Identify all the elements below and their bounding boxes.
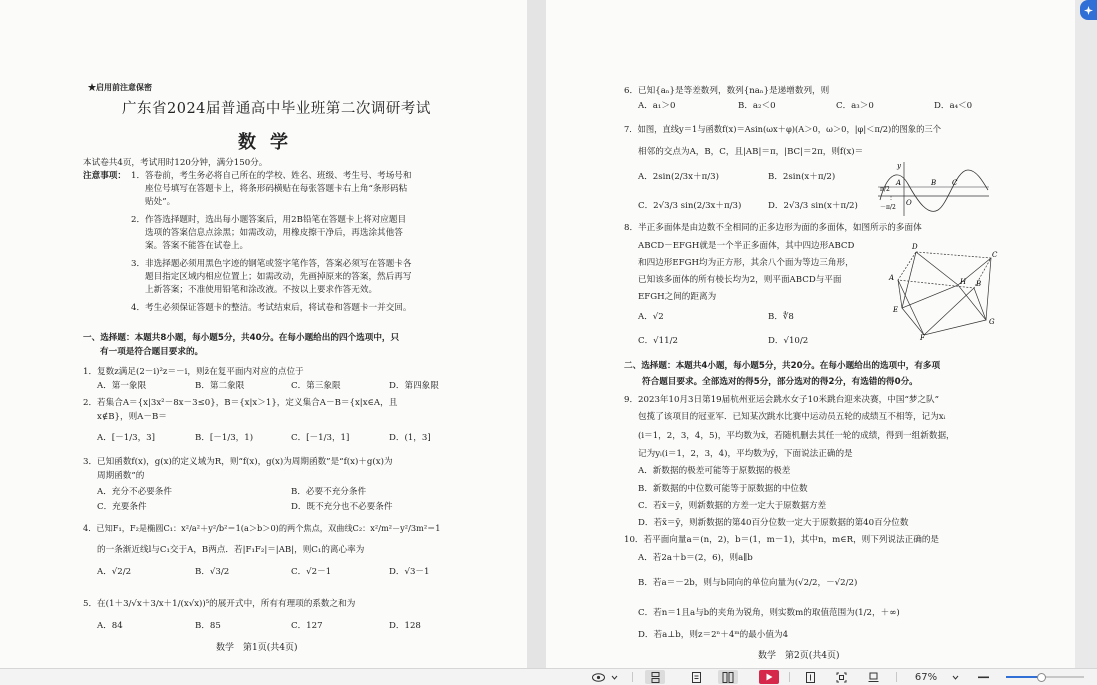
note-line: 题目指定区域内相应位置上；如需改动，先画掉原来的答案，然后再写: [145, 272, 412, 282]
q1-option-a: A．第一象限: [97, 381, 147, 391]
q5-option-d: D．128: [389, 621, 421, 631]
q4-option-a: A．√2/2: [97, 567, 132, 577]
question-5: 5．在(1＋3/√x＋3/x＋1/(x√x))⁵的展开式中，所有有理项的系数之和为: [83, 599, 356, 609]
confidential-notice: ★启用前注意保密: [88, 82, 152, 92]
question-9-cont: (i＝1，2，3，4，5)，平均数为x̄，若随机删去其任一轮的成绩，得到一组新数据，: [638, 431, 955, 441]
document-page-2: [546, 0, 1075, 668]
q8-option-d: D．√10/2: [768, 336, 809, 346]
question-7: 7．如图，直线y＝1与函数f(x)＝Asin(ωx＋φ)(A＞0，ω＞0，|φ|＜π/2)的图象的三个: [624, 124, 941, 134]
two-page-icon: [722, 672, 734, 683]
polyhedron-figure: [886, 240, 1001, 340]
tick-label: π/2: [880, 186, 890, 193]
subject-title: 数学: [238, 132, 302, 153]
chevron-down-icon: [952, 675, 959, 680]
question-6: 6．已知{aₙ}是等差数列，数列{naₙ}是递增数列，则: [624, 86, 830, 96]
q5-option-c: C．127: [291, 621, 323, 631]
q1-option-c: C．第三象限: [291, 381, 341, 391]
zoom-slider-handle[interactable]: [1037, 673, 1046, 682]
chevron-down-icon: [611, 675, 618, 680]
zoom-dropdown[interactable]: [949, 670, 961, 684]
point-label-c: C: [952, 179, 958, 187]
q3-option-b: B．必要不充分条件: [291, 487, 367, 497]
sine-curve: [880, 170, 988, 211]
q7-option-c: C．2√3/3 sin(2/3x＋π/3): [638, 201, 742, 211]
q10-option-d: D．若a⊥b，则z＝2ⁿ＋4ᵐ的最小值为4: [638, 630, 789, 640]
q6-option-a: A．a₁＞0: [638, 101, 676, 111]
single-page-icon: [650, 672, 661, 683]
vertex-label-b: B: [976, 280, 982, 288]
question-9: 9．2023年10月3日第19届杭州亚运会跳水女子10米跳台迎来决赛，中国“梦之队”: [624, 395, 940, 405]
square-efgh: [902, 285, 986, 335]
vertex-label-a: A: [889, 274, 895, 282]
zoom-slider[interactable]: [1006, 676, 1084, 678]
zoom-level-display[interactable]: 67%: [914, 671, 938, 683]
q1-option-d: D．第四象限: [389, 381, 439, 391]
q3-option-d: D．既不充分也不必要条件: [291, 502, 393, 512]
note-line: 4．考生必须保证答题卡的整洁。考试结束后，将试卷和答题卡一并交回。: [131, 303, 412, 313]
axis-label-y: y: [897, 162, 901, 170]
q10-option-b: B．若a＝－2b，则与b同向的单位向量为(√2/2，－√2/2): [638, 578, 858, 588]
note-line: 案。答案不能答在试卷上。: [145, 241, 249, 251]
q10-option-a: A．若2a＋b＝(2，6)，则a∥b: [638, 553, 753, 563]
exam-title: 广东省2024届普通高中毕业班第二次调研考试: [122, 101, 431, 117]
section2-heading-cont: 符合题目要求。全部选对的得5分，部分选对的得2分，有选错的得0分。: [642, 377, 918, 387]
origin-label: O: [906, 199, 912, 207]
single-page-view-button[interactable]: [645, 670, 665, 684]
note-line: 2．作答选择题时，选出每小题答案后，用2B铅笔在答题卡上将对应题目: [131, 215, 407, 225]
q4-option-b: B．√3/2: [195, 567, 230, 577]
question-10: 10．若平面向量a＝(n，2)，b＝(1，m－1)，其中n，m∈R，则下列说法正确的是: [624, 535, 940, 545]
eye-icon: [592, 673, 605, 682]
question-1: 1．复数z满足(2－i)²z＝－i，则z̄在复平面内对应的点位于: [83, 367, 304, 377]
q7-option-a: A．2sin(2/3x＋π/3): [638, 172, 719, 182]
section2-heading: 二、选择题：本题共4小题，每小题5分，共20分。在每小题给出的选项中，有多项: [624, 361, 941, 371]
question-2: 2．若集合A＝{x|3x²－8x－3≤0}，B＝{x|x＞1}，定义集合A－B＝{x|x∈A，且: [83, 398, 398, 408]
question-4-cont: 的一条渐近线l与C₁交于A，B两点．若|F₁F₂|＝|AB|，则C₁的离心率为: [97, 545, 365, 555]
toolbar-divider: [789, 672, 790, 682]
note-line: 3．非选择题必须用黑色字迹的钢笔或签字笔作答，答案必须写在答题卡各: [131, 259, 412, 269]
question-3-cont: 周期函数”的: [97, 471, 145, 481]
question-9-cont: 包揽了该项目的冠亚军．已知某次跳水比赛中运动员五轮的成绩互不相等，记为xᵢ: [638, 412, 946, 422]
q2-option-d: D．(1，3]: [389, 433, 431, 443]
fit-width-button[interactable]: [831, 670, 851, 684]
q7-option-d: D．2√3/3 sin(x＋π/2): [768, 201, 858, 211]
fit-page-button[interactable]: [800, 670, 820, 684]
rotate-icon: [868, 672, 879, 683]
question-8-cont: 和四边形EFGH均为正方形，其余八个面为等边三角形，: [638, 258, 854, 268]
vertex-label-f: F: [920, 334, 925, 340]
zoom-slider-fill: [1006, 676, 1041, 678]
viewer-toolbar: [0, 668, 1097, 685]
page-footer: 数学 第2页(共4页): [758, 651, 840, 661]
q6-option-c: C．a₃＞0: [836, 101, 874, 111]
exam-intro: 本试卷共4页，考试用时120分钟，满分150分。: [83, 158, 268, 168]
vertex-label-h: H: [960, 278, 967, 286]
q2-option-c: C．[－1/3，1]: [291, 433, 350, 443]
assistant-button[interactable]: [1080, 0, 1097, 20]
q6-option-b: B．a₂＜0: [738, 101, 776, 111]
point-label-a: A: [896, 179, 902, 187]
q3-option-c: C．充要条件: [97, 502, 147, 512]
note-line: 选项的答案信息点涂黑；如需改动，用橡皮擦干净后，再选涂其他答: [145, 228, 403, 238]
note-line: 座位号填写在答题卡上，将条形码横贴在每张答题卡右上角“条形码粘: [145, 184, 408, 194]
question-8-cont: EFGH之间的距离为: [638, 292, 717, 302]
question-8-cont: ABCD－EFGH就是一个半正多面体，其中四边形ABCD: [638, 241, 855, 251]
question-8: 8．半正多面体是由边数不全相同的正多边形为面的多面体，如图所示的多面体: [624, 223, 922, 233]
q1-option-b: B．第二象限: [195, 381, 245, 391]
q2-option-b: B．[－1/3，1): [195, 433, 254, 443]
q2-option-a: A．[－1/3，3]: [97, 433, 155, 443]
note-line: 贴处”。: [145, 197, 176, 207]
q9-option-c: C．若x̄＝ȳ，则新数据的方差一定大于原数据方差: [638, 501, 827, 511]
q8-option-a: A．√2: [638, 312, 664, 322]
note-line: 1．答卷前，考生务必将自己所在的学校、姓名、班级、考生号、考场号和: [131, 171, 412, 181]
vertex-label-e: E: [893, 306, 899, 314]
vertex-label-c: C: [992, 251, 998, 259]
q7-option-b: B．2sin(x＋π/2): [768, 172, 836, 182]
toolbar-divider: [896, 672, 897, 682]
question-7-cont: 相邻的交点为A，B，C，且|AB|＝π，|BC|＝2π，则f(x)＝: [638, 147, 864, 157]
continuous-view-button[interactable]: [686, 670, 706, 684]
rotate-button[interactable]: [863, 670, 883, 684]
page-gap: [527, 0, 546, 668]
zoom-out-icon: [978, 676, 989, 679]
sparkle-icon: [1084, 6, 1093, 15]
reading-mode-dropdown[interactable]: [608, 670, 620, 684]
q9-option-b: B．新数据的中位数可能等于原数据的中位数: [638, 484, 808, 494]
q9-option-a: A．新数据的极差可能等于原数据的极差: [638, 466, 791, 476]
fit-width-icon: [836, 672, 847, 683]
point-label-b: B: [931, 179, 937, 187]
tick-label: －π/2: [880, 204, 896, 211]
vertex-label-d: D: [912, 243, 918, 251]
notes-label: 注意事项：: [83, 171, 126, 181]
q6-option-d: D．a₄＜0: [934, 101, 973, 111]
q3-option-a: A．充分不必要条件: [97, 487, 172, 497]
q8-option-b: B．∜8: [768, 312, 794, 322]
reading-mode-button[interactable]: [590, 670, 606, 684]
section1-heading-cont: 有一项是符合题目要求的。: [100, 347, 204, 357]
q4-option-c: C．√2－1: [291, 567, 332, 577]
question-9-cont: 记为yᵢ(i＝1，2，3，4)，平均数为ȳ，下面说法正确的是: [638, 449, 853, 459]
q10-option-c: C．若n＝1且a与b的夹角为锐角，则实数m的取值范围为(1/2，＋∞): [638, 608, 900, 618]
note-line: 上新答案；不准使用铅笔和涂改液。不按以上要求作答无效。: [145, 285, 378, 295]
play-icon: [759, 670, 779, 684]
two-page-view-button[interactable]: [718, 670, 738, 684]
toolbar-divider: [632, 672, 633, 682]
fit-page-icon: [805, 672, 816, 683]
zoom-out-button[interactable]: [975, 670, 991, 684]
section1-heading: 一、选择题：本题共8小题，每小题5分，共40分。在每小题给出的四个选项中，只: [83, 333, 400, 343]
sine-graph-figure: [876, 160, 991, 218]
q5-option-a: A．84: [97, 621, 123, 631]
question-8-cont: 已知该多面体的所有棱长均为2，则平面ABCD与平面: [638, 275, 842, 285]
question-4: 4．已知F₁，F₂是椭圆C₁：x²/a²＋y²/b²＝1(a＞b＞0)的两个焦点，双曲线C₂：x²/m²－y²/3m²＝1: [83, 523, 441, 533]
q5-option-b: B．85: [195, 621, 221, 631]
question-2-cont: x∉B}，则A－B＝: [97, 412, 167, 422]
q8-option-c: C．√11/2: [638, 336, 678, 346]
document-page-1: [0, 0, 527, 668]
q4-option-d: D．√3－1: [389, 567, 430, 577]
vertex-label-g: G: [989, 318, 995, 326]
q9-option-d: D．若x̄＝ȳ，则新数据的第40百分位数一定大于原数据的第40百分位数: [638, 518, 909, 528]
page-footer: 数学 第1页(共4页): [216, 643, 298, 653]
question-3: 3．已知函数f(x)，g(x)的定义域为R，则“f(x)，g(x)为周期函数”是“f(x)＋g(x)为: [83, 457, 393, 467]
document-icon: [691, 672, 702, 683]
slideshow-button[interactable]: [758, 670, 780, 684]
